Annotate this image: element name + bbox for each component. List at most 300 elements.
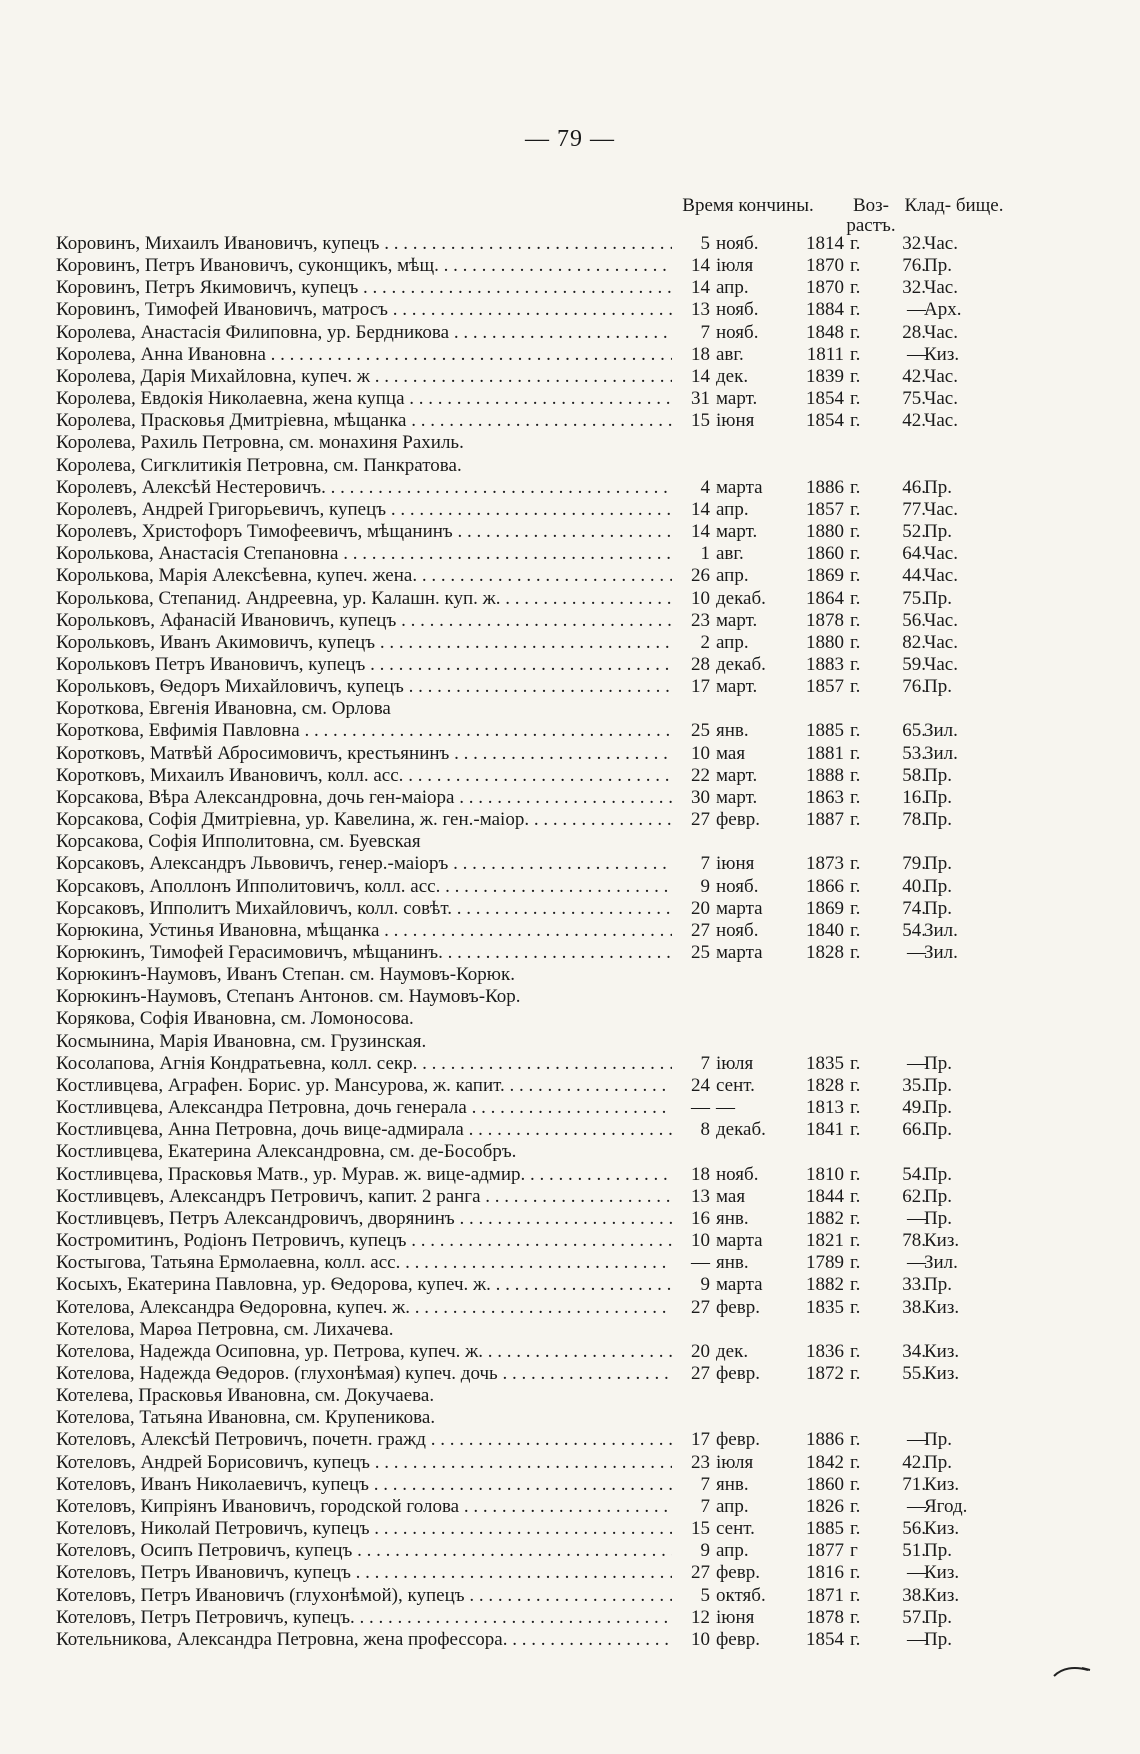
death-year: 1813 — [806, 1097, 844, 1119]
death-day: 23 — [691, 1451, 710, 1473]
death-year: 1878 — [806, 1606, 844, 1628]
death-month: декаб. — [716, 653, 766, 675]
age-at-death: 46. — [902, 476, 926, 498]
cemetery: Час. — [924, 565, 958, 587]
age-at-death: — — [907, 942, 926, 963]
year-abbrev: г. — [850, 476, 861, 498]
entry-row — [56, 1429, 1056, 1451]
year-abbrev: г — [850, 1540, 858, 1562]
entry-name: Корюкинъ-Наумовъ, Иванъ Степан. см. Наумовъ-Корюк. — [56, 964, 672, 986]
death-day: 22 — [691, 764, 710, 786]
entry-name: Королева, Сигклитикія Петровна, см. Панкратова. — [56, 455, 672, 477]
entry-name: Котелева, Прасковья Ивановна, см. Докучаева. — [56, 1385, 672, 1407]
cemetery: Пр. — [924, 1628, 952, 1650]
year-abbrev: г. — [850, 1074, 861, 1096]
entry-row — [56, 1252, 1056, 1274]
entry-name: Королева, Рахиль Петровна, см. монахиня Рахиль. — [56, 432, 672, 454]
cemetery: Киз. — [924, 1584, 960, 1606]
year-abbrev: г. — [850, 1362, 861, 1384]
entry-row — [56, 565, 1056, 587]
death-day: 14 — [691, 255, 710, 277]
cemetery: Пр. — [924, 1074, 952, 1096]
entry-name: Коровинъ, Михаилъ Ивановичъ, купецъ . . . — [56, 233, 672, 255]
death-year: 1840 — [806, 919, 844, 941]
entry-row — [56, 831, 1056, 853]
death-year: 1869 — [806, 565, 844, 587]
age-at-death: — — [907, 1562, 926, 1584]
entry-row — [56, 1008, 1056, 1030]
entry-row — [56, 698, 1056, 720]
age-at-death: 35. — [902, 1074, 926, 1096]
age-at-death: — — [907, 1252, 926, 1274]
death-month: апр. — [716, 1540, 749, 1562]
entry-name: Коротковъ, Михаилъ Ивановичъ, колл. асс. . . . — [56, 765, 672, 787]
cemetery: Пр. — [924, 809, 952, 831]
year-abbrev: г. — [850, 764, 861, 786]
death-day: 28 — [691, 653, 710, 675]
entry-name: Королькова, Марія Алексѣевна, купеч. жена. . . . — [56, 565, 672, 587]
cemetery: Пр. — [924, 1185, 952, 1207]
death-year: 1882 — [806, 1207, 844, 1229]
year-abbrev: г. — [850, 875, 861, 897]
death-day: 7 — [700, 1495, 710, 1517]
cemetery: Пр. — [924, 1274, 952, 1296]
entry-name: Корсакова, Софія Ипполитовна, см. Буевская — [56, 831, 672, 853]
death-month: март. — [716, 388, 758, 410]
age-at-death: 56. — [902, 609, 926, 631]
death-month: нояб. — [716, 321, 759, 343]
entry-name: Королева, Прасковья Дмитріевна, мѣщанка . . . — [56, 410, 672, 432]
death-day: 9 — [700, 1274, 710, 1296]
year-abbrev: г. — [850, 853, 861, 875]
entry-row — [56, 986, 1056, 1008]
entry-name: Косыхъ, Екатерина Павловна, ур. Ѳедорова, купеч. ж. . . . — [56, 1274, 672, 1296]
entry-name: Костромитинъ, Родіонъ Петровичъ, купецъ . . . — [56, 1230, 672, 1252]
death-year: 1826 — [806, 1495, 844, 1517]
age-at-death: — — [907, 1207, 926, 1229]
entry-name: Королева, Анна Ивановна . . . — [56, 344, 672, 366]
age-at-death: 34. — [902, 1340, 926, 1362]
entry-name: Костливцевъ, Александръ Петровичъ, капит. 2 ранга . . . — [56, 1186, 672, 1208]
entry-row — [56, 1186, 1056, 1208]
cemetery: Пр. — [924, 1097, 952, 1119]
death-year: 1854 — [806, 1628, 844, 1650]
age-at-death: — — [907, 1628, 926, 1650]
death-year: 1857 — [806, 498, 844, 520]
entry-name: Костливцева, Александра Петровна, дочь генерала . . . — [56, 1097, 672, 1119]
entry-name: Котеловъ, Петръ Ивановичъ, купецъ . . . — [56, 1562, 672, 1584]
cemetery: Киз. — [924, 343, 960, 365]
entry-row — [56, 1053, 1056, 1075]
entry-name: Котеловъ, Андрей Борисовичъ, купецъ . . . — [56, 1452, 672, 1474]
death-month: янв. — [716, 1252, 749, 1274]
year-abbrev: г. — [850, 277, 861, 299]
death-month: — — [716, 1097, 735, 1119]
year-abbrev: г. — [850, 498, 861, 520]
death-year: 1836 — [806, 1340, 844, 1362]
death-day: 1 — [700, 543, 710, 565]
cemetery: Киз. — [924, 1230, 960, 1252]
death-year: 1880 — [806, 521, 844, 543]
death-day: 20 — [691, 1340, 710, 1362]
death-year: 1873 — [806, 853, 844, 875]
entry-row — [56, 1540, 1056, 1562]
death-year: 1860 — [806, 1473, 844, 1495]
year-abbrev: г. — [850, 233, 861, 254]
age-at-death: 77. — [902, 498, 926, 520]
entry-name: Коровинъ, Петръ Якимовичъ, купецъ . . . — [56, 277, 672, 299]
entry-name: Корсакова, Софія Дмитріевна, ур. Кавелина, ж. ген.-маіор. . . . — [56, 809, 672, 831]
age-at-death: 58. — [902, 764, 926, 786]
death-month: март. — [716, 764, 758, 786]
death-month: апр. — [716, 631, 749, 653]
age-at-death: 59. — [902, 653, 926, 675]
death-year: 1869 — [806, 897, 844, 919]
entry-row — [56, 1230, 1056, 1252]
death-day: 7 — [700, 321, 710, 343]
death-year: 1841 — [806, 1119, 844, 1141]
year-abbrev: г. — [850, 1606, 861, 1628]
death-day: — — [691, 1252, 710, 1274]
age-at-death: 38. — [902, 1584, 926, 1606]
age-at-death: 52. — [902, 521, 926, 543]
entry-name: Корюкина, Устинья Ивановна, мѣщанка . . . — [56, 920, 672, 942]
death-day: 30 — [691, 786, 710, 808]
entry-name: Королевъ, Христофоръ Тимофеевичъ, мѣщанинъ . . . — [56, 521, 672, 543]
entry-row — [56, 1164, 1056, 1186]
death-month: февр. — [716, 1628, 760, 1650]
age-at-death: 64. — [902, 543, 926, 565]
death-month: іюля — [716, 1052, 754, 1074]
year-abbrev: г. — [850, 1163, 861, 1185]
entry-name: Корольковъ, Иванъ Акимовичъ, купецъ . . . — [56, 632, 672, 654]
age-at-death: 32. — [902, 277, 926, 299]
death-year: 1872 — [806, 1362, 844, 1384]
entry-name: Корольковъ, Ѳедоръ Михайловичъ, купецъ . . . — [56, 676, 672, 698]
age-at-death: 66. — [902, 1119, 926, 1141]
age-at-death: 75. — [902, 388, 926, 410]
age-at-death: 82. — [902, 631, 926, 653]
entry-row — [56, 322, 1056, 344]
entry-row — [56, 1075, 1056, 1097]
death-year: 1828 — [806, 1074, 844, 1096]
cemetery: Пр. — [924, 255, 952, 277]
entry-row — [56, 1607, 1056, 1629]
death-year: 1884 — [806, 299, 844, 321]
death-month: дек. — [716, 1340, 749, 1362]
entry-name: Костливцева, Прасковья Матв., ур. Мурав. ж. вице-адмир. . . . — [56, 1164, 672, 1186]
death-day: 18 — [691, 1163, 710, 1185]
header-time-of-death: Время кончины. — [682, 195, 814, 216]
death-month: іюня — [716, 410, 755, 432]
death-day: 14 — [691, 498, 710, 520]
entry-name: Котеловъ, Николай Петровичъ, купецъ . . . — [56, 1518, 672, 1540]
death-year: 1870 — [806, 255, 844, 277]
death-year: 1821 — [806, 1230, 844, 1252]
death-day: 4 — [700, 476, 710, 498]
cemetery: Час. — [924, 321, 958, 343]
death-year: 1864 — [806, 587, 844, 609]
year-abbrev: г. — [850, 255, 861, 277]
entry-row — [56, 366, 1056, 388]
death-year: 1848 — [806, 321, 844, 343]
death-year: 1877 — [806, 1540, 844, 1562]
cemetery: Зил. — [924, 1252, 958, 1274]
death-day: 23 — [691, 609, 710, 631]
death-month: іюля — [716, 1451, 754, 1473]
death-month: іюля — [716, 255, 754, 277]
death-month: февр. — [716, 1429, 760, 1451]
cemetery: Пр. — [924, 521, 952, 543]
year-abbrev: г. — [850, 565, 861, 587]
year-abbrev: г. — [850, 653, 861, 675]
death-day: 17 — [691, 676, 710, 698]
age-at-death: 78. — [902, 1230, 926, 1252]
year-abbrev: г. — [850, 388, 861, 410]
entry-row — [56, 1585, 1056, 1607]
cemetery: Час. — [924, 631, 958, 653]
age-at-death: 40. — [902, 875, 926, 897]
age-at-death: 78. — [902, 809, 926, 831]
age-at-death: 54. — [902, 919, 926, 941]
death-month: март. — [716, 609, 758, 631]
entry-row — [56, 676, 1056, 698]
age-at-death: 42. — [902, 1451, 926, 1473]
year-abbrev: г. — [850, 1340, 861, 1362]
cemetery: Зил. — [924, 919, 958, 941]
death-month: нояб. — [716, 875, 759, 897]
death-month: мая — [716, 1185, 746, 1207]
entry-name: Корюкинъ, Тимофей Герасимовичъ, мѣщанинъ. . . . — [56, 942, 672, 964]
entry-name: Котелова, Марѳа Петровна, см. Лихачева. — [56, 1319, 672, 1341]
death-month: янв. — [716, 1207, 749, 1229]
entry-row — [56, 1297, 1056, 1319]
death-day: 31 — [691, 388, 710, 410]
entry-row — [56, 499, 1056, 521]
age-at-death: 56. — [902, 1518, 926, 1540]
death-year: 1842 — [806, 1451, 844, 1473]
entry-row — [56, 477, 1056, 499]
cemetery: Киз. — [924, 1562, 960, 1584]
year-abbrev: г. — [850, 365, 861, 387]
entry-row — [56, 787, 1056, 809]
death-year: 1882 — [806, 1274, 844, 1296]
entry-row — [56, 543, 1056, 565]
cemetery: Пр. — [924, 1606, 952, 1628]
death-year: 1866 — [806, 875, 844, 897]
entry-row — [56, 1496, 1056, 1518]
year-abbrev: г. — [850, 720, 861, 742]
age-at-death: 74. — [902, 897, 926, 919]
entry-row — [56, 588, 1056, 610]
year-abbrev: г. — [850, 609, 861, 631]
death-day: 27 — [691, 1296, 710, 1318]
age-at-death: 38. — [902, 1296, 926, 1318]
death-year: 1870 — [806, 277, 844, 299]
age-at-death: 28. — [902, 321, 926, 343]
entry-name: Корсаковъ, Ипполитъ Михайловичъ, колл. совѣт. . . . — [56, 898, 672, 920]
death-year: 1811 — [806, 343, 844, 365]
entry-row — [56, 455, 1056, 477]
year-abbrev: г. — [850, 809, 861, 831]
age-at-death: — — [907, 299, 926, 321]
year-abbrev: г. — [850, 343, 861, 365]
age-at-death: 57. — [902, 1606, 926, 1628]
entry-name: Королькова, Анастасія Степановна . . . — [56, 543, 672, 565]
death-day: 10 — [691, 1628, 710, 1650]
entry-name: Костливцева, Екатерина Александровна, см. де-Бособръ. — [56, 1141, 672, 1163]
year-abbrev: г. — [850, 1052, 861, 1074]
death-day: 25 — [691, 942, 710, 963]
entry-name: Корольковъ, Афанасій Ивановичъ, купецъ . . . — [56, 610, 672, 632]
entry-name: Котелова, Татьяна Ивановна, см. Крупеникова. — [56, 1407, 672, 1429]
entry-name: Котеловъ, Петръ Петровичъ, купецъ. . . . — [56, 1607, 672, 1629]
year-abbrev: г. — [850, 742, 861, 764]
cemetery: Зил. — [924, 942, 958, 963]
death-month: марта — [716, 897, 763, 919]
entry-row — [56, 1474, 1056, 1496]
entry-name: Корякова, Софія Ивановна, см. Ломоносова. — [56, 1008, 672, 1030]
death-month: сент. — [716, 1518, 755, 1540]
year-abbrev: г. — [850, 1252, 861, 1274]
year-abbrev: г. — [850, 919, 861, 941]
entry-row — [56, 920, 1056, 942]
death-month: нояб. — [716, 299, 759, 321]
death-day: 10 — [691, 1230, 710, 1252]
death-month: февр. — [716, 1562, 760, 1584]
entry-name: Котельникова, Александра Петровна, жена профессора. . . . — [56, 1629, 672, 1651]
entry-row — [56, 809, 1056, 831]
year-abbrev: г. — [850, 1473, 861, 1495]
death-month: декаб. — [716, 587, 766, 609]
year-abbrev: г. — [850, 1230, 861, 1252]
entry-row — [56, 1274, 1056, 1296]
entry-row — [56, 1452, 1056, 1474]
death-year: 1878 — [806, 609, 844, 631]
death-year: 1844 — [806, 1185, 844, 1207]
death-day: 2 — [700, 631, 710, 653]
entry-row — [56, 1407, 1056, 1429]
entry-name: Королевъ, Алексѣй Нестеровичъ. . . . — [56, 477, 672, 499]
death-month: марта — [716, 1274, 763, 1296]
cemetery: Час. — [924, 543, 958, 565]
death-month: янв. — [716, 1473, 749, 1495]
entry-name: Коротковъ, Матвѣй Абросимовичъ, крестьянинъ . . . — [56, 743, 672, 765]
death-year: 1885 — [806, 720, 844, 742]
death-month: март. — [716, 786, 758, 808]
death-day: 9 — [700, 1540, 710, 1562]
death-day: 15 — [691, 410, 710, 432]
page-number: — 79 — — [525, 126, 615, 152]
age-at-death: — — [907, 1495, 926, 1517]
death-month: дек. — [716, 365, 749, 387]
death-day: 27 — [691, 1362, 710, 1384]
year-abbrev: г. — [850, 410, 861, 432]
age-at-death: 65. — [902, 720, 926, 742]
age-at-death: 32. — [902, 233, 926, 254]
death-year: 1816 — [806, 1562, 844, 1584]
cemetery: Час. — [924, 653, 958, 675]
cemetery: Зил. — [924, 742, 958, 764]
age-at-death: 71. — [902, 1473, 926, 1495]
cemetery: Час. — [924, 498, 958, 520]
death-year: 1888 — [806, 764, 844, 786]
death-day: 27 — [691, 1562, 710, 1584]
death-day: 14 — [691, 365, 710, 387]
cemetery: Час. — [924, 388, 958, 410]
death-year: 1886 — [806, 476, 844, 498]
death-day: 16 — [691, 1207, 710, 1229]
age-at-death: 16. — [902, 786, 926, 808]
death-day: 25 — [691, 720, 710, 742]
death-day: 17 — [691, 1429, 710, 1451]
entry-name: Корсакова, Вѣра Александровна, дочь ген-маіора . . . — [56, 787, 672, 809]
cemetery: Час. — [924, 410, 958, 432]
entry-name: Корсаковъ, Александръ Львовичъ, генер.-маіоръ . . . — [56, 853, 672, 875]
year-abbrev: г. — [850, 1562, 861, 1584]
death-year: 1880 — [806, 631, 844, 653]
death-month: апр. — [716, 498, 749, 520]
cemetery: Пр. — [924, 786, 952, 808]
entry-row — [56, 876, 1056, 898]
year-abbrev: г. — [850, 1584, 861, 1606]
cemetery: Киз. — [924, 1518, 960, 1540]
entry-row — [56, 410, 1056, 432]
year-abbrev: г. — [850, 1207, 861, 1229]
age-at-death: — — [907, 1429, 926, 1451]
age-at-death: — — [907, 343, 926, 365]
entry-list — [56, 233, 1056, 1651]
header-cemetery: Клад- бище. — [904, 195, 1004, 216]
year-abbrev: г. — [850, 1296, 861, 1318]
death-year: 1828 — [806, 942, 844, 963]
entry-row — [56, 432, 1056, 454]
death-day: 27 — [691, 809, 710, 831]
year-abbrev: г. — [850, 631, 861, 653]
death-year: 1839 — [806, 365, 844, 387]
death-day: 26 — [691, 565, 710, 587]
entry-name: Котелова, Надежда Ѳедоров. (глухонѣмая) купеч. дочь . . . — [56, 1363, 672, 1385]
age-at-death: 51. — [902, 1540, 926, 1562]
death-day: 10 — [691, 742, 710, 764]
cemetery: Пр. — [924, 1540, 952, 1562]
death-month: февр. — [716, 809, 760, 831]
death-day: 27 — [691, 919, 710, 941]
year-abbrev: г. — [850, 1429, 861, 1451]
death-day: 15 — [691, 1518, 710, 1540]
age-at-death: 55. — [902, 1362, 926, 1384]
entry-name: Короткова, Евгенія Ивановна, см. Орлова — [56, 698, 672, 720]
entry-row — [56, 521, 1056, 543]
entry-row — [56, 964, 1056, 986]
death-month: февр. — [716, 1296, 760, 1318]
death-year: 1886 — [806, 1429, 844, 1451]
cemetery: Ягод. — [924, 1495, 968, 1517]
death-month: марта — [716, 1230, 763, 1252]
cemetery: Пр. — [924, 875, 952, 897]
death-month: авг. — [716, 343, 744, 365]
death-year: 1881 — [806, 742, 844, 764]
entry-name: Котеловъ, Осипъ Петровичъ, купецъ . . . — [56, 1540, 672, 1562]
cemetery: Пр. — [924, 764, 952, 786]
cemetery: Пр. — [924, 853, 952, 875]
death-day: 13 — [691, 1185, 710, 1207]
death-day: 8 — [700, 1119, 710, 1141]
death-month: нояб. — [716, 233, 759, 254]
entry-name: Космынина, Марія Ивановна, см. Грузинская. — [56, 1031, 672, 1053]
entry-name: Косолапова, Агнія Кондратьевна, колл. секр. . . . — [56, 1053, 672, 1075]
entry-row — [56, 1208, 1056, 1230]
